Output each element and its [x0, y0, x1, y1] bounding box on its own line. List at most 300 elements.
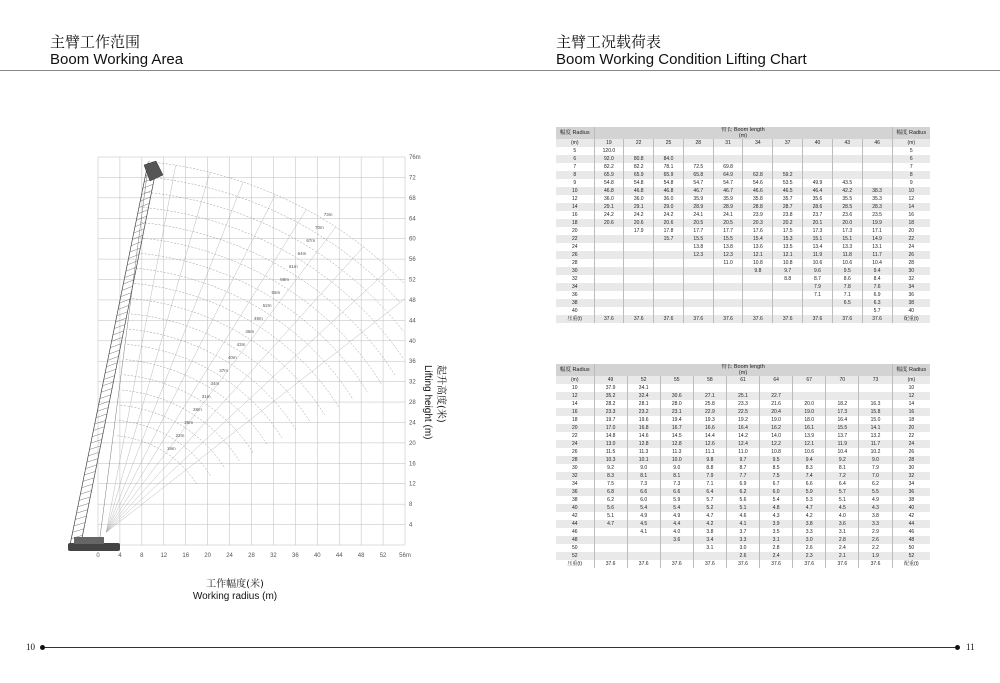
boom-length-labels [167, 212, 333, 451]
table-cell: 7.8 [832, 283, 862, 291]
table-cell: 5.4 [627, 504, 660, 512]
table-cell: 17.3 [803, 227, 833, 235]
table-cell [594, 299, 624, 307]
table-cell: 43.5 [832, 179, 862, 187]
table-cell: 46.6 [743, 187, 773, 195]
table-cell: 36.0 [654, 195, 684, 203]
table-row [556, 416, 930, 424]
table-cell: 5.1 [726, 504, 759, 512]
table-cell: 7.3 [627, 480, 660, 488]
table-cell: 24.1 [683, 211, 713, 219]
table-cell: 36 [892, 488, 930, 496]
table-cell: 16 [556, 211, 594, 219]
table-cell: 6.4 [693, 488, 726, 496]
unit-cell: (m) [892, 139, 930, 147]
table-row [556, 187, 930, 195]
table-cell: 37.6 [826, 560, 859, 568]
boom-length-cell: 22 [624, 139, 654, 147]
table-cell: 13.4 [803, 243, 833, 251]
table-cell: 24.2 [594, 211, 624, 219]
table-cell: 54.8 [594, 179, 624, 187]
table-cell: 7.5 [594, 480, 627, 488]
table-cell: 4.0 [826, 512, 859, 520]
table-cell: 28.9 [713, 203, 743, 211]
table-cell: 4.0 [660, 528, 693, 536]
table-cell: 17.7 [713, 227, 743, 235]
table-cell: 65.9 [624, 171, 654, 179]
table-cell [594, 291, 624, 299]
table-row [556, 291, 930, 299]
table-cell: 26 [556, 448, 594, 456]
table-cell: 4.2 [793, 512, 826, 520]
lattice-brace [84, 471, 95, 475]
radius-header: 幅度 Radius [556, 364, 594, 376]
lattice-brace [129, 254, 140, 258]
table-row [556, 171, 930, 179]
table-cell: 11.3 [627, 448, 660, 456]
table-cell: 5.5 [859, 488, 892, 496]
table-cell: 80.8 [624, 155, 654, 163]
x-tick-labels [96, 553, 411, 559]
table-cell: 7.9 [803, 283, 833, 291]
table-cell: 9.7 [726, 456, 759, 464]
boom-length-cell: 34 [743, 139, 773, 147]
table-cell: 8.4 [862, 275, 892, 283]
table-cell: 37.6 [683, 315, 713, 323]
table-cell [624, 275, 654, 283]
y-tick-label: 44 [409, 318, 416, 325]
table-cell: 12 [556, 392, 594, 400]
header-rule [0, 70, 1000, 71]
table-row [556, 384, 930, 392]
table-cell: 12.4 [726, 440, 759, 448]
table-cell: 82.2 [624, 163, 654, 171]
table-cell: 38.3 [862, 187, 892, 195]
table-row [556, 251, 930, 259]
table-cell: 22.5 [726, 408, 759, 416]
table-cell [743, 307, 773, 315]
table-cell: 65.9 [654, 171, 684, 179]
boom-length-label: 40m [227, 355, 237, 361]
table-cell: 8.1 [660, 472, 693, 480]
table-cell: 46 [556, 528, 594, 536]
boom-length-header [594, 364, 892, 376]
table-row [556, 203, 930, 211]
table-cell: 35.9 [683, 195, 713, 203]
table-cell: 10 [556, 187, 594, 195]
boom-length-cell: 73 [859, 376, 892, 384]
table-cell: 8.1 [627, 472, 660, 480]
table-cell: 6.6 [660, 488, 693, 496]
lattice-brace [99, 401, 110, 405]
table-cell: 25.1 [726, 392, 759, 400]
table-cell: 28.6 [803, 203, 833, 211]
x-tick-label: 0 [96, 553, 100, 559]
table-cell: 9.8 [693, 456, 726, 464]
table-cell: 20 [892, 424, 930, 432]
table-row [556, 243, 930, 251]
x-axis-title-cn: 工作幅度(米) [206, 579, 264, 590]
table-cell: 28.2 [594, 400, 627, 408]
table-cell: 8.7 [803, 275, 833, 283]
table-row [556, 544, 930, 552]
table-cell [803, 155, 833, 163]
table-cell [660, 552, 693, 560]
table-cell [713, 299, 743, 307]
table-cell: 4.2 [693, 520, 726, 528]
table-cell [624, 235, 654, 243]
table-cell: 40 [892, 504, 930, 512]
lattice-brace [130, 248, 141, 252]
table-cell: 19.6 [627, 416, 660, 424]
table-cell: 20.0 [793, 400, 826, 408]
table-cell: 30 [556, 464, 594, 472]
x-tick-label: 48 [357, 553, 365, 559]
table-cell: 14.8 [594, 432, 627, 440]
table-cell: 30 [892, 267, 930, 275]
table-cell: 38 [556, 496, 594, 504]
table-cell: 38 [556, 299, 594, 307]
table-cell: 10.1 [627, 456, 660, 464]
table-cell: 11.5 [594, 448, 627, 456]
y-tick-label: 72 [409, 175, 416, 182]
x-tick-label: 36 [292, 553, 299, 559]
table-row [556, 283, 930, 291]
table-cell: 17.8 [654, 227, 684, 235]
table-cell: 46.8 [624, 187, 654, 195]
table-cell [627, 544, 660, 552]
table-cell: 20 [556, 424, 594, 432]
boom-arc [119, 421, 211, 477]
table-cell: 4.6 [726, 512, 759, 520]
table-cell: 配重(t) [903, 561, 919, 567]
radius-header: 幅度 Radius [556, 127, 594, 139]
left-title-en: Boom Working Area [50, 51, 184, 68]
table-cell: 6.0 [627, 496, 660, 504]
table-cell: 16 [908, 212, 915, 218]
table-cell: 46.7 [683, 187, 713, 195]
table-cell [594, 307, 624, 315]
table-cell: 37.9 [594, 384, 627, 392]
table-cell: 6.2 [594, 496, 627, 504]
lifting-chart-table-1 [556, 127, 930, 323]
table-cell: 2.9 [859, 528, 892, 536]
x-tick-label: 4 [118, 553, 122, 559]
table-cell: 6.4 [826, 480, 859, 488]
table-cell [713, 155, 743, 163]
table-cell: 7.9 [859, 464, 892, 472]
table-row [556, 267, 930, 275]
table-cell: 7.5 [760, 472, 793, 480]
table-cell: 15.1 [803, 235, 833, 243]
table-cell: 23.8 [773, 211, 803, 219]
table-cell: 4.3 [859, 504, 892, 512]
unit-cell: (m) [556, 139, 594, 147]
table-cell: 5 [909, 148, 913, 154]
table-cell: 19.2 [726, 416, 759, 424]
table-cell: 38 [908, 497, 915, 503]
angle-ray [106, 247, 363, 532]
table-cell [743, 283, 773, 291]
table-cell: 9.4 [793, 456, 826, 464]
table-cell [803, 307, 833, 315]
boom-length-cell: 37 [773, 139, 803, 147]
table-row [556, 400, 930, 408]
footer-dot-left [40, 645, 45, 650]
table-cell: 6.6 [793, 480, 826, 488]
table-cell: 44 [892, 520, 930, 528]
table-cell: 17.0 [594, 424, 627, 432]
table-cell [832, 171, 862, 179]
table-cell: 17.6 [743, 227, 773, 235]
right-title-cn: 主臂工况载荷表 [556, 33, 662, 51]
table-cell: 2.6 [726, 552, 759, 560]
table-cell: 3.6 [826, 520, 859, 528]
table-cell: 3.1 [826, 528, 859, 536]
table-cell: 37.6 [627, 560, 660, 568]
table-cell [826, 392, 859, 400]
table-cell [862, 179, 892, 187]
table-cell: 18 [908, 417, 915, 423]
table-cell: 18 [556, 219, 594, 227]
diagram-grid [98, 157, 405, 545]
lattice-brace [121, 293, 132, 297]
table-cell [793, 392, 826, 400]
table-cell: 62.8 [743, 171, 773, 179]
table-cell: 18.2 [826, 400, 859, 408]
table-cell [683, 291, 713, 299]
table-cell [594, 552, 627, 560]
boom-length-unit: (m) [738, 133, 748, 139]
table-cell [713, 147, 743, 155]
boom-length-label: 22m [175, 432, 185, 438]
lattice-brace [75, 516, 86, 519]
table-cell: 54.6 [743, 179, 773, 187]
table-cell: 5.1 [594, 512, 627, 520]
table-cell: 82.2 [594, 163, 624, 171]
table-cell [713, 267, 743, 275]
table-cell [594, 267, 624, 275]
table-cell [654, 275, 684, 283]
table-cell [660, 384, 693, 392]
table-cell [594, 528, 627, 536]
table-cell: 5.7 [826, 488, 859, 496]
table-cell [594, 259, 624, 267]
lattice-brace [82, 484, 93, 488]
table-cell: 9.2 [826, 456, 859, 464]
table-cell: 24.1 [713, 211, 743, 219]
lattice-brace [138, 210, 148, 214]
table-cell: 10.2 [859, 448, 892, 456]
table-cell: 13.5 [773, 243, 803, 251]
x-tick-label: 56m [399, 553, 411, 559]
table-cell: 23.7 [803, 211, 833, 219]
table-cell: 12.1 [793, 440, 826, 448]
lattice-brace [83, 478, 94, 482]
table-cell [594, 283, 624, 291]
table-cell: 2.2 [859, 544, 892, 552]
boom-arc [148, 162, 404, 283]
table-row [556, 496, 930, 504]
table-cell: 42.2 [832, 187, 862, 195]
lifting-chart-table-2 [556, 364, 930, 568]
table-cell: 8.1 [826, 464, 859, 472]
table-cell: 17.7 [683, 227, 713, 235]
table-cell: 42 [908, 513, 915, 519]
table-cell: 11.7 [862, 251, 892, 259]
table-cell: 46.8 [654, 187, 684, 195]
table-cell: 14 [556, 400, 594, 408]
lattice-brace [103, 382, 114, 386]
table-cell: 26 [908, 449, 915, 455]
table-cell [862, 163, 892, 171]
table-cell: 23.2 [627, 408, 660, 416]
table-cell: 12.8 [660, 440, 693, 448]
table-cell: 8.8 [773, 275, 803, 283]
table-cell: 15.5 [713, 235, 743, 243]
table-cell: 34.1 [627, 384, 660, 392]
lattice-brace [123, 280, 134, 284]
table-cell [627, 552, 660, 560]
table-cell: 29.1 [624, 203, 654, 211]
table-cell [832, 163, 862, 171]
right-page-title [556, 34, 807, 68]
table-cell: 12.8 [627, 440, 660, 448]
table-cell: 37.6 [660, 560, 693, 568]
table-cell: 20.5 [683, 219, 713, 227]
table-cell: 8.3 [793, 464, 826, 472]
table-cell: 10.0 [660, 456, 693, 464]
lattice-brace [90, 446, 101, 450]
table-cell: 23.3 [726, 400, 759, 408]
table-cell: 4.1 [726, 520, 759, 528]
table-cell: 9.5 [760, 456, 793, 464]
table-cell: 35.8 [743, 195, 773, 203]
table-cell: 32 [556, 275, 594, 283]
table-cell: 54.7 [713, 179, 743, 187]
table-cell: 3.9 [760, 520, 793, 528]
y-tick-label: 24 [409, 420, 416, 427]
table-cell [832, 155, 862, 163]
table-cell [594, 243, 624, 251]
lattice-brace [106, 363, 117, 367]
table-cell [654, 299, 684, 307]
table-cell: 16.2 [760, 424, 793, 432]
table-cell: 8 [892, 171, 930, 179]
lattice-brace [104, 376, 115, 380]
table-row [556, 464, 930, 472]
table-cell: 46.4 [803, 187, 833, 195]
y-tick-label: 68 [409, 195, 416, 202]
table-cell: 17.9 [624, 227, 654, 235]
table-cell: 6.8 [594, 488, 627, 496]
table-row [556, 448, 930, 456]
table-cell: 14.4 [693, 432, 726, 440]
table-cell [654, 307, 684, 315]
table-cell: 16.4 [826, 416, 859, 424]
boom-length-cell: 70 [826, 376, 859, 384]
angle-ray [106, 194, 275, 532]
table-cell: 28 [892, 456, 930, 464]
table-row [556, 235, 930, 243]
table-row [556, 195, 930, 203]
lattice-brace [87, 459, 98, 463]
table-cell: 24 [892, 440, 930, 448]
boom-arc [127, 344, 282, 437]
table-cell: 4.9 [859, 496, 892, 504]
table-cell: 压重(t) [556, 315, 594, 323]
table-cell: 5 [556, 147, 594, 155]
lattice-brace [108, 357, 119, 361]
table-cell: 配重(t) [892, 315, 930, 323]
table-cell [594, 536, 627, 544]
table-cell: 18.0 [793, 416, 826, 424]
table-cell: 5.7 [693, 496, 726, 504]
table-cell [713, 291, 743, 299]
table-cell: 6.6 [627, 488, 660, 496]
table-cell: 72.5 [683, 163, 713, 171]
table-cell: 8 [556, 171, 594, 179]
table-cell [683, 267, 713, 275]
table-row [556, 227, 930, 235]
table-cell: 3.7 [726, 528, 759, 536]
table-cell [683, 155, 713, 163]
table-cell: 20.1 [803, 219, 833, 227]
table-cell: 10.8 [773, 259, 803, 267]
lattice-brace [110, 344, 121, 348]
table-cell: 13.6 [743, 243, 773, 251]
boom-length-unit: (m) [738, 370, 748, 376]
lattice-brace [139, 203, 149, 207]
y-tick-label: 16 [409, 461, 416, 468]
table-row [556, 472, 930, 480]
x-tick-label: 32 [270, 553, 277, 559]
table-cell: 19.9 [862, 219, 892, 227]
table-cell [624, 307, 654, 315]
table-cell: 11.0 [726, 448, 759, 456]
table-cell: 14 [556, 203, 594, 211]
table-cell: 3.0 [793, 536, 826, 544]
lattice-brace [109, 350, 120, 354]
table-cell [773, 283, 803, 291]
table-row [556, 155, 930, 163]
table-cell: 13.3 [832, 243, 862, 251]
boom-length-label: 52m [262, 303, 272, 309]
boom-length-label: 43m [236, 342, 246, 348]
table-cell [862, 171, 892, 179]
table-cell [654, 283, 684, 291]
table-cell: 9.8 [743, 267, 773, 275]
table-cell [803, 147, 833, 155]
table-cell: 13.8 [713, 243, 743, 251]
table-cell: 46.5 [773, 187, 803, 195]
table-cell: 4.9 [627, 512, 660, 520]
table-cell: 36 [556, 291, 594, 299]
table-cell: 48 [892, 536, 930, 544]
table-cell [624, 147, 654, 155]
lattice-brace [119, 299, 130, 303]
table-cell [693, 552, 726, 560]
table-cell: 22 [556, 235, 594, 243]
table-cell [683, 275, 713, 283]
table-cell: 3.3 [859, 520, 892, 528]
boom-length-label: 46m [245, 329, 255, 335]
table-cell: 2.6 [793, 544, 826, 552]
table-cell: 12.3 [683, 251, 713, 259]
table-cell: 11.8 [832, 251, 862, 259]
table-cell: 11.1 [693, 448, 726, 456]
table-cell [773, 291, 803, 299]
